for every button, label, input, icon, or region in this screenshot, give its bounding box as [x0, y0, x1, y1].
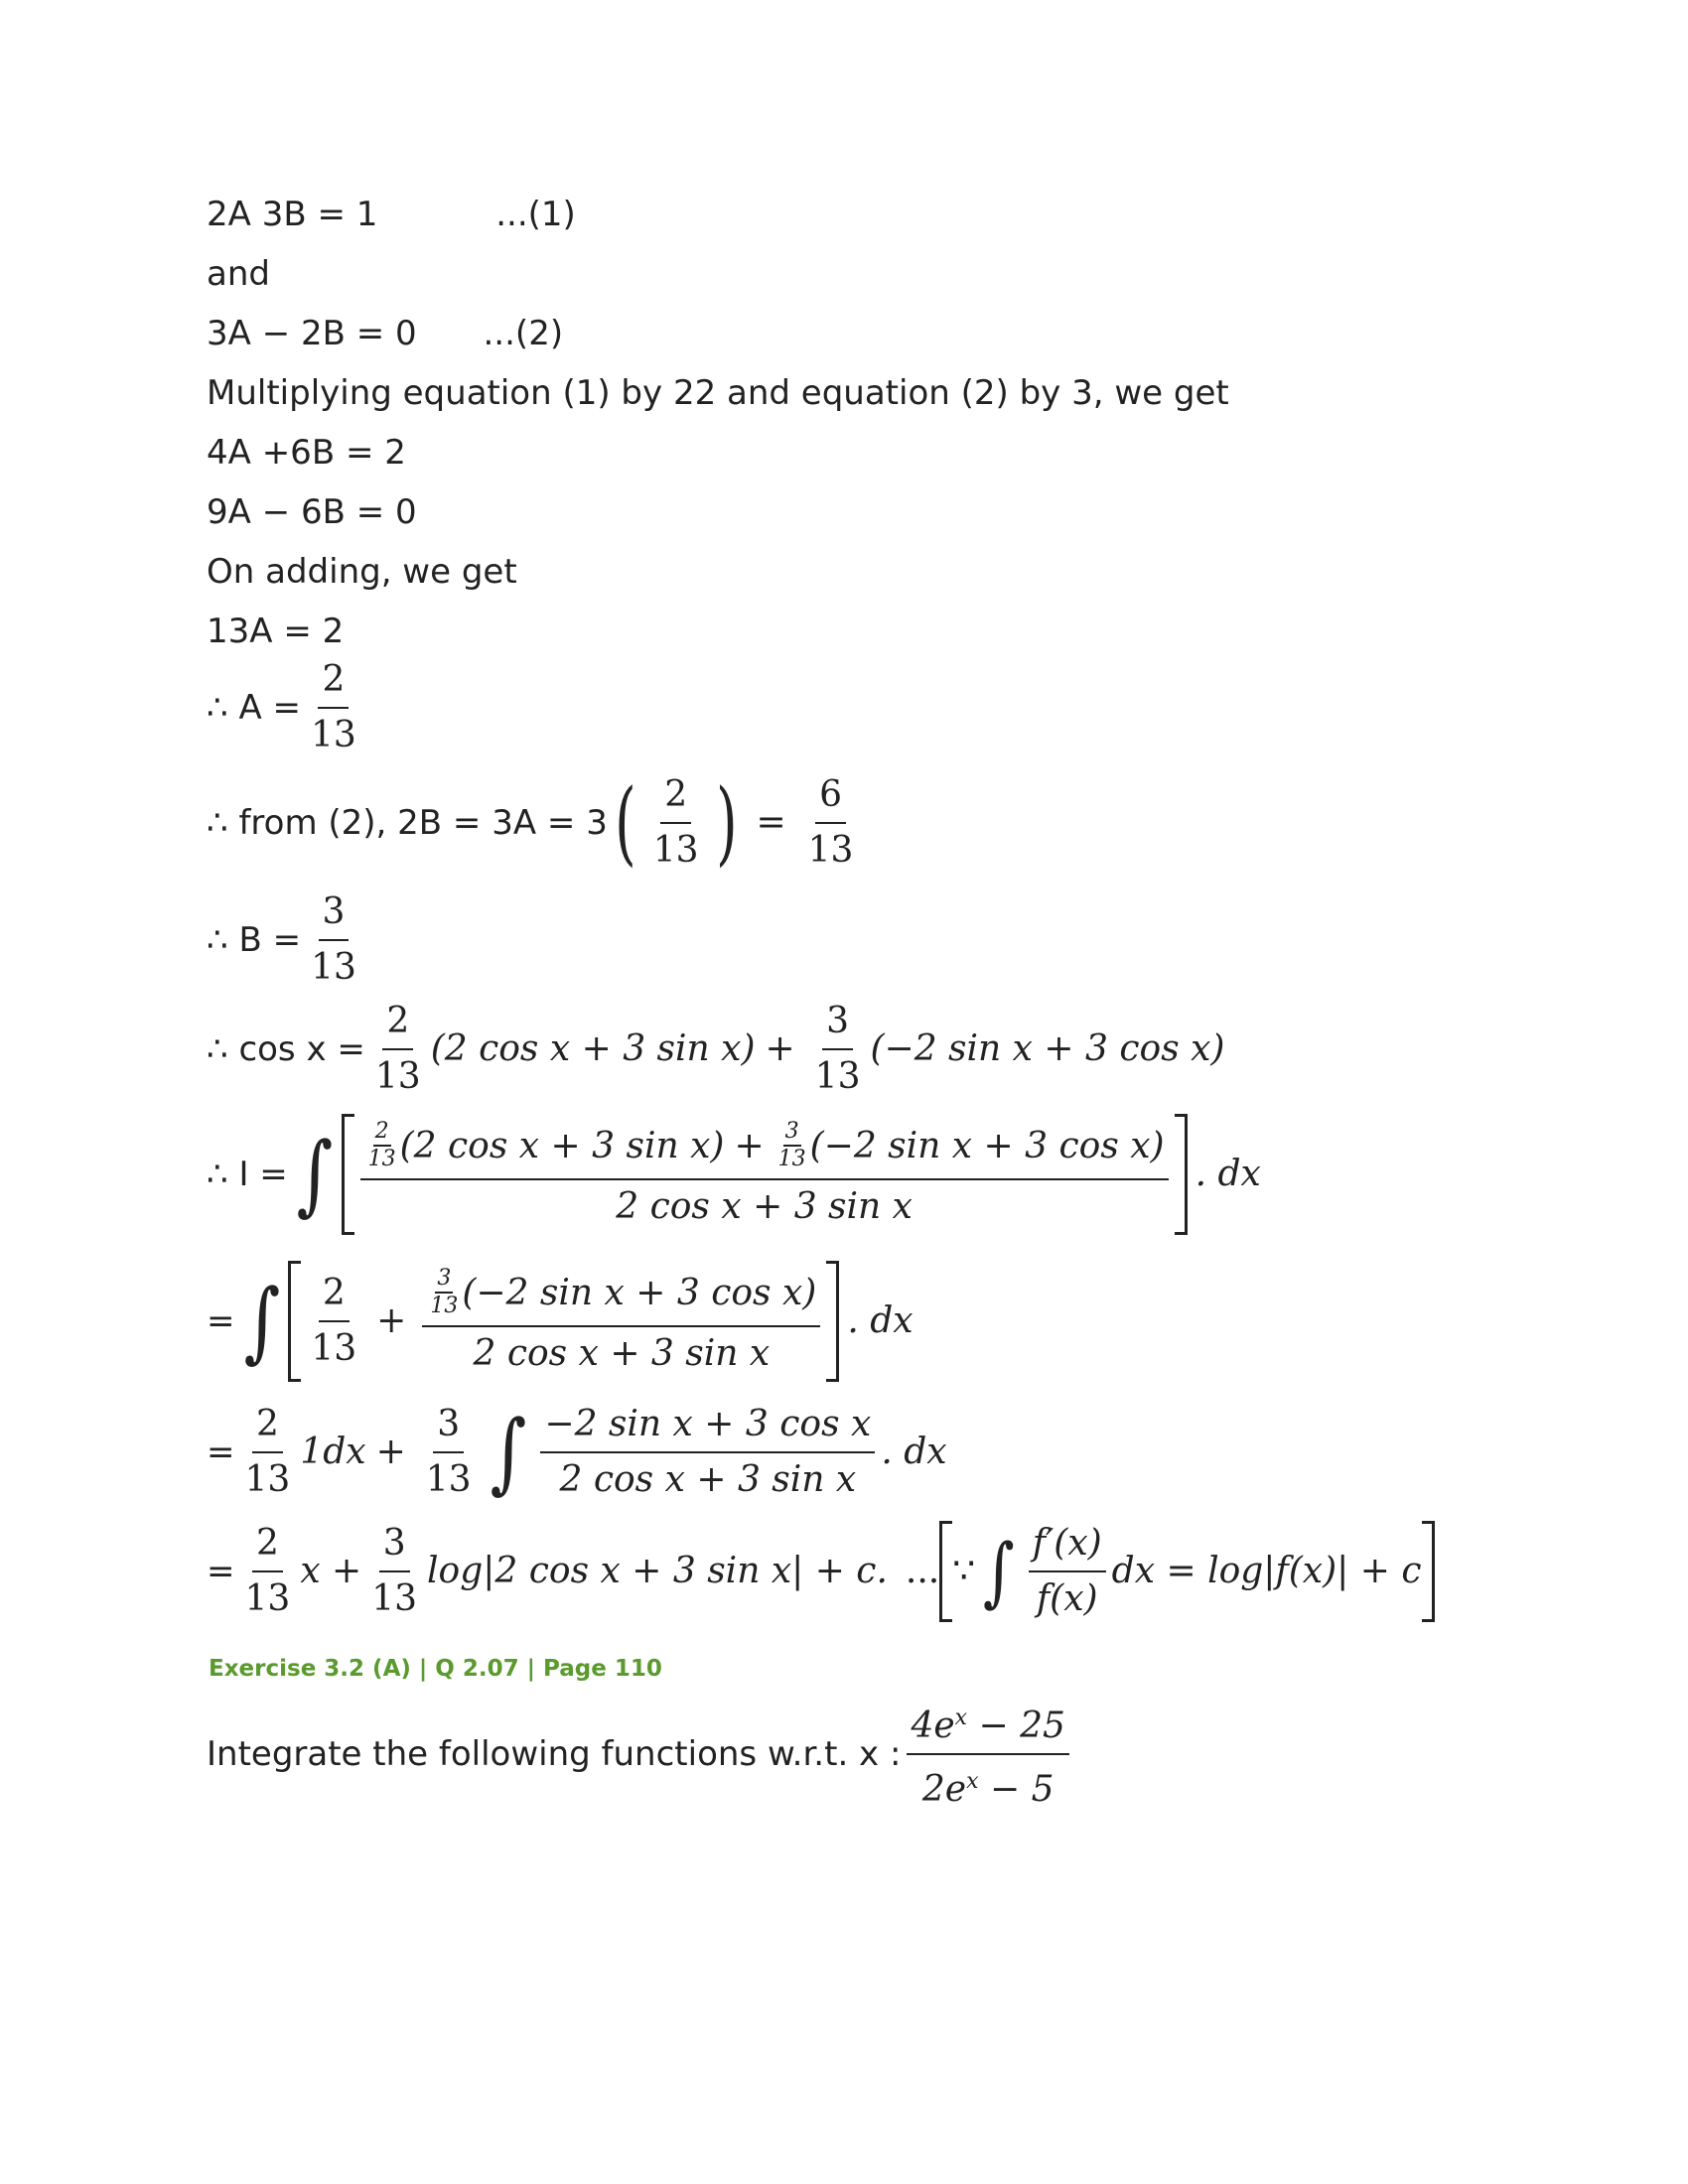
question-fraction: $\frac{4e^x - 25}{2e^x - 5}$ [907, 1698, 1069, 1811]
integral-split: = ∫ $\frac{2}{13}$ + $\frac{3}{13}$ (−2 sin x + 3 cos x) 2 cos x + 3 sin x . dx [207, 1261, 914, 1382]
equation-3: 4A +6B = 2 [207, 433, 406, 473]
fraction-2-13: $\frac{2}{13}$ [311, 659, 356, 755]
b-derivation-prefix: ∴ from (2), 2B = 3A = 3 [207, 803, 608, 843]
equation-2 [207, 314, 563, 353]
equation-2-ref: ...(2) [483, 314, 564, 353]
a-value-prefix: ∴ A = [207, 688, 301, 728]
and-text: and [207, 254, 270, 294]
final-result: = $\frac{2}{13}$ x + $\frac{3}{13}$ log|2 cos x + 3 sin x| + c. ... ∵ ∫ $\frac{f'(x)}{f(x)}$ dx = log|f(x)| + c [207, 1521, 1435, 1622]
a-value [207, 659, 366, 756]
exercise-heading: Exercise 3.2 (A) | Q 2.07 | Page 110 [209, 1656, 662, 1682]
adding-text: On adding, we get [207, 552, 517, 592]
b-value [207, 891, 366, 989]
fraction-2-13: $\frac{2}{13}$ [652, 774, 699, 871]
b-value-prefix: ∴ B = [207, 920, 302, 960]
equation-5: 13A = 2 [207, 612, 345, 651]
fraction-6-13: $\frac{6}{13}$ [807, 774, 854, 871]
cos-decomposition-prefix: ∴ cos x = [207, 1029, 365, 1069]
integral-separated: = $\frac{2}{13}$ 1dx + $\frac{3}{13}$ ∫ $\frac{\text{−2 sin x + 3 cos x}}{\text{2 cos x + 3 sin x}}$ . dx [207, 1401, 947, 1503]
question [207, 1698, 1075, 1811]
equation-4: 9A − 6B = 0 [207, 492, 417, 532]
fraction-3-13: $\frac{3}{13}$ [311, 891, 356, 988]
equation-1 [207, 195, 576, 234]
question-text: Integrate the following functions w.r.t. x : [207, 1734, 902, 1774]
multiplying-text: Multiplying equation (1) by 22 and equation (2) by 3, we get [207, 373, 1229, 413]
equation-1-ref: ...(1) [495, 195, 576, 234]
equation-2-text: 3A − 2B = 0 [207, 314, 417, 353]
equation-1-text: 2A 3B = 1 [207, 195, 378, 234]
b-derivation: ∴ from (2), 2B = 3A = 3 ( $\frac{2}{13}$ ) = $\frac{6}{13}$ [207, 774, 863, 872]
cos-decomposition: ∴ cos x = $\frac{2}{13}$ (2 cos x + 3 sin x) + $\frac{3}{13}$ (−2 sin x + 3 cos x) [207, 1001, 1225, 1097]
integral-setup-prefix: ∴ I = [207, 1155, 288, 1194]
integral-setup: ∴ I = ∫ $\frac{2}{13}$ (2 cos x + 3 sin x) + $\frac{3}{13}$ (−2 sin x + 3 cos x) 2 cos x + 3 sin x . dx [207, 1114, 1261, 1235]
